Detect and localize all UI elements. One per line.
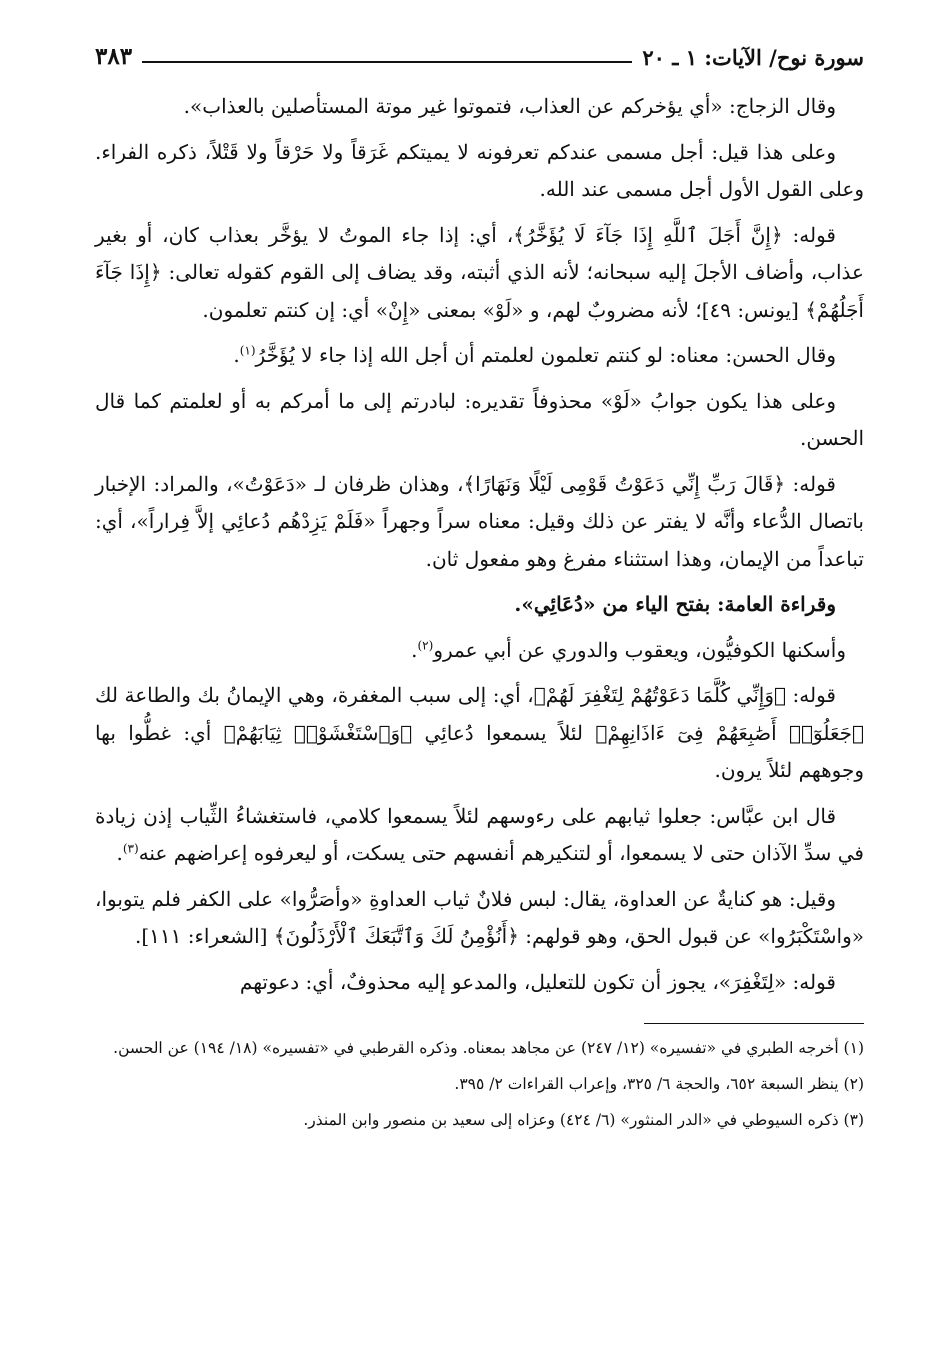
footnote-marker[interactable]: (٢) — [417, 637, 434, 652]
paragraph — [95, 798, 864, 873]
paragraph-text: قال ابن عبَّاس: جعلوا ثيابهم على رءوسهم لئلاً يسمعوا كلامي، فاستغشاءُ الثِّياب إذن زيادة في سدِّ الآذان حتى لا يسمعوا، أو لتنكيرهم أنفسهم حتى يسكت، أو ليعرفوه إعراضهم عنه — [95, 803, 864, 865]
paragraph-text: وقال الحسن: معناه: لو كنتم تعلمون لعلمتم أن أجل الله إذا جاء لا يُؤَخَّرُ — [255, 343, 836, 367]
paragraph — [95, 632, 864, 670]
footnote: (١) أخرجه الطبري في «تفسيره» (١٢/ ٢٤٧) عن مجاهد بمعناه. وذكره القرطبي في «تفسيره» (١٨/ ١٩٤) عن الحسن. — [113, 1039, 864, 1057]
header-rule — [142, 61, 632, 63]
sentence-end: . — [233, 343, 240, 367]
paragraph — [95, 337, 864, 375]
paragraph: قوله: «لِتَغْفِرَ»، يجوز أن تكون للتعليل، والمدعو إليه محذوفٌ، أي: دعوتهم — [239, 969, 836, 994]
paragraph: قوله: ﴿إِنَّ أَجَلَ ٱللَّهِ إِذَا جَآءَ لَا يُؤَخَّرُ﴾، أي: إذا جاء الموتُ لا يؤخَّر بعذاب كان، أو بغير عذاب، وأضاف الأجلَ إليه سبحانه؛ لأنه الذي أثبته، وقد يضاف إلى القوم كقوله تعالى: ﴿إِذَا جَآءَ أَجَلُهُمْ﴾ [يونس: ٤٩]؛ لأنه مضروبٌ لهم، و «لَوْ» بمعنى «إِنْ» أي: إن كنتم تعلمون. — [95, 222, 864, 322]
sentence-end: . — [411, 637, 418, 662]
footnote-marker[interactable]: (١) — [239, 343, 256, 358]
page-number: ٣٨٣ — [95, 43, 133, 70]
paragraph: وعلى هذا يكون جوابُ «لَوْ» محذوفاً تقديره: لبادرتم إلى ما أمركم به أو لعلمتم كما قال الحسن. — [95, 388, 864, 450]
running-header — [95, 30, 864, 70]
footnotes — [95, 1034, 864, 1134]
paragraph: وعلى هذا قيل: أجل مسمى عندكم تعرفونه لا يميتكم غَرَقاً ولا حَرْقاً ولا قَتْلاً، ذكره الفراء. وعلى القول الأول أجل مسمى عند الله. — [95, 139, 864, 201]
sentence-end: . — [116, 841, 123, 865]
surah-heading: سورة نوح/ الآيات: ١ ـ ٢٠ — [642, 45, 864, 70]
footnote-separator — [644, 1023, 864, 1024]
main-text — [95, 88, 864, 1001]
paragraph-text: وأسكنها الكوفيُّون، ويعقوب والدوري عن أبي عمرو — [433, 637, 846, 662]
paragraph: وقيل: هو كنايةٌ عن العداوة، يقال: لبس فلانٌ ثياب العداوةِ «وأصَرُّوا» على الكفر فلم يتوبوا، «واسْتَكْبَرُوا» عن قبول الحق، وهو قولهم: ﴿أَنُؤْمِنُ لَكَ وَٱتَّبَعَكَ ٱلْأَرْذَلُونَ﴾ [الشعراء: ١١١]. — [95, 886, 864, 948]
paragraph: وقال الزجاج: «أي يؤخركم عن العذاب، فتموتوا غير موتة المستأصلين بالعذاب». — [183, 94, 836, 118]
paragraph-bold: وقراءة العامة: بفتح الياء من «دُعَائِي». — [514, 592, 836, 616]
footnote: (٣) ذكره السيوطي في «الدر المنثور» (٦/ ٤٢٤) وعزاه إلى سعيد بن منصور وابن المنذر. — [303, 1111, 864, 1129]
paragraph: قوله: ﴿قَالَ رَبِّ إِنِّي دَعَوْتُ قَوْمِى لَيْلًا وَنَهَارًا﴾، وهذان ظرفان لـ «دَعَوْتُ»، والمراد: الإخبار باتصال الدُّعاء وأنَّه لا يفتر عن ذلك وقيل: معناه سراً وجهراً «فَلَمْ يَزِدْهُم دُعائِي إلاَّ فِراراً»، أي: تباعداً من الإيمان، وهذا استثناء مفرغ وهو مفعول ثان. — [95, 471, 864, 571]
paragraph: قوله: ﴿وَإِنِّي كُلَّمَا دَعَوْتُهُمْ لِتَغْفِرَ لَهُمْ﴾، أي: إلى سبب المغفرة، وهي الإيمانُ بك والطاعة لك ﴿جَعَلُوٓا۟ أَصَٰبِعَهُمْ فِىٓ ءَاذَانِهِمْ﴾ لئلاً يسمعوا دُعائِي ﴿وَٱسْتَغْشَوْا۟ ثِيَابَهُمْ﴾ أي: غطُّوا بها وجوههم لئلاً يرون. — [95, 683, 864, 782]
footnote-marker[interactable]: (٣) — [122, 841, 139, 856]
footnote: (٢) ينظر السبعة ٦٥٢، والحجة ٦/ ٣٢٥، وإعراب القراءات ٢/ ٣٩٥. — [454, 1075, 864, 1093]
